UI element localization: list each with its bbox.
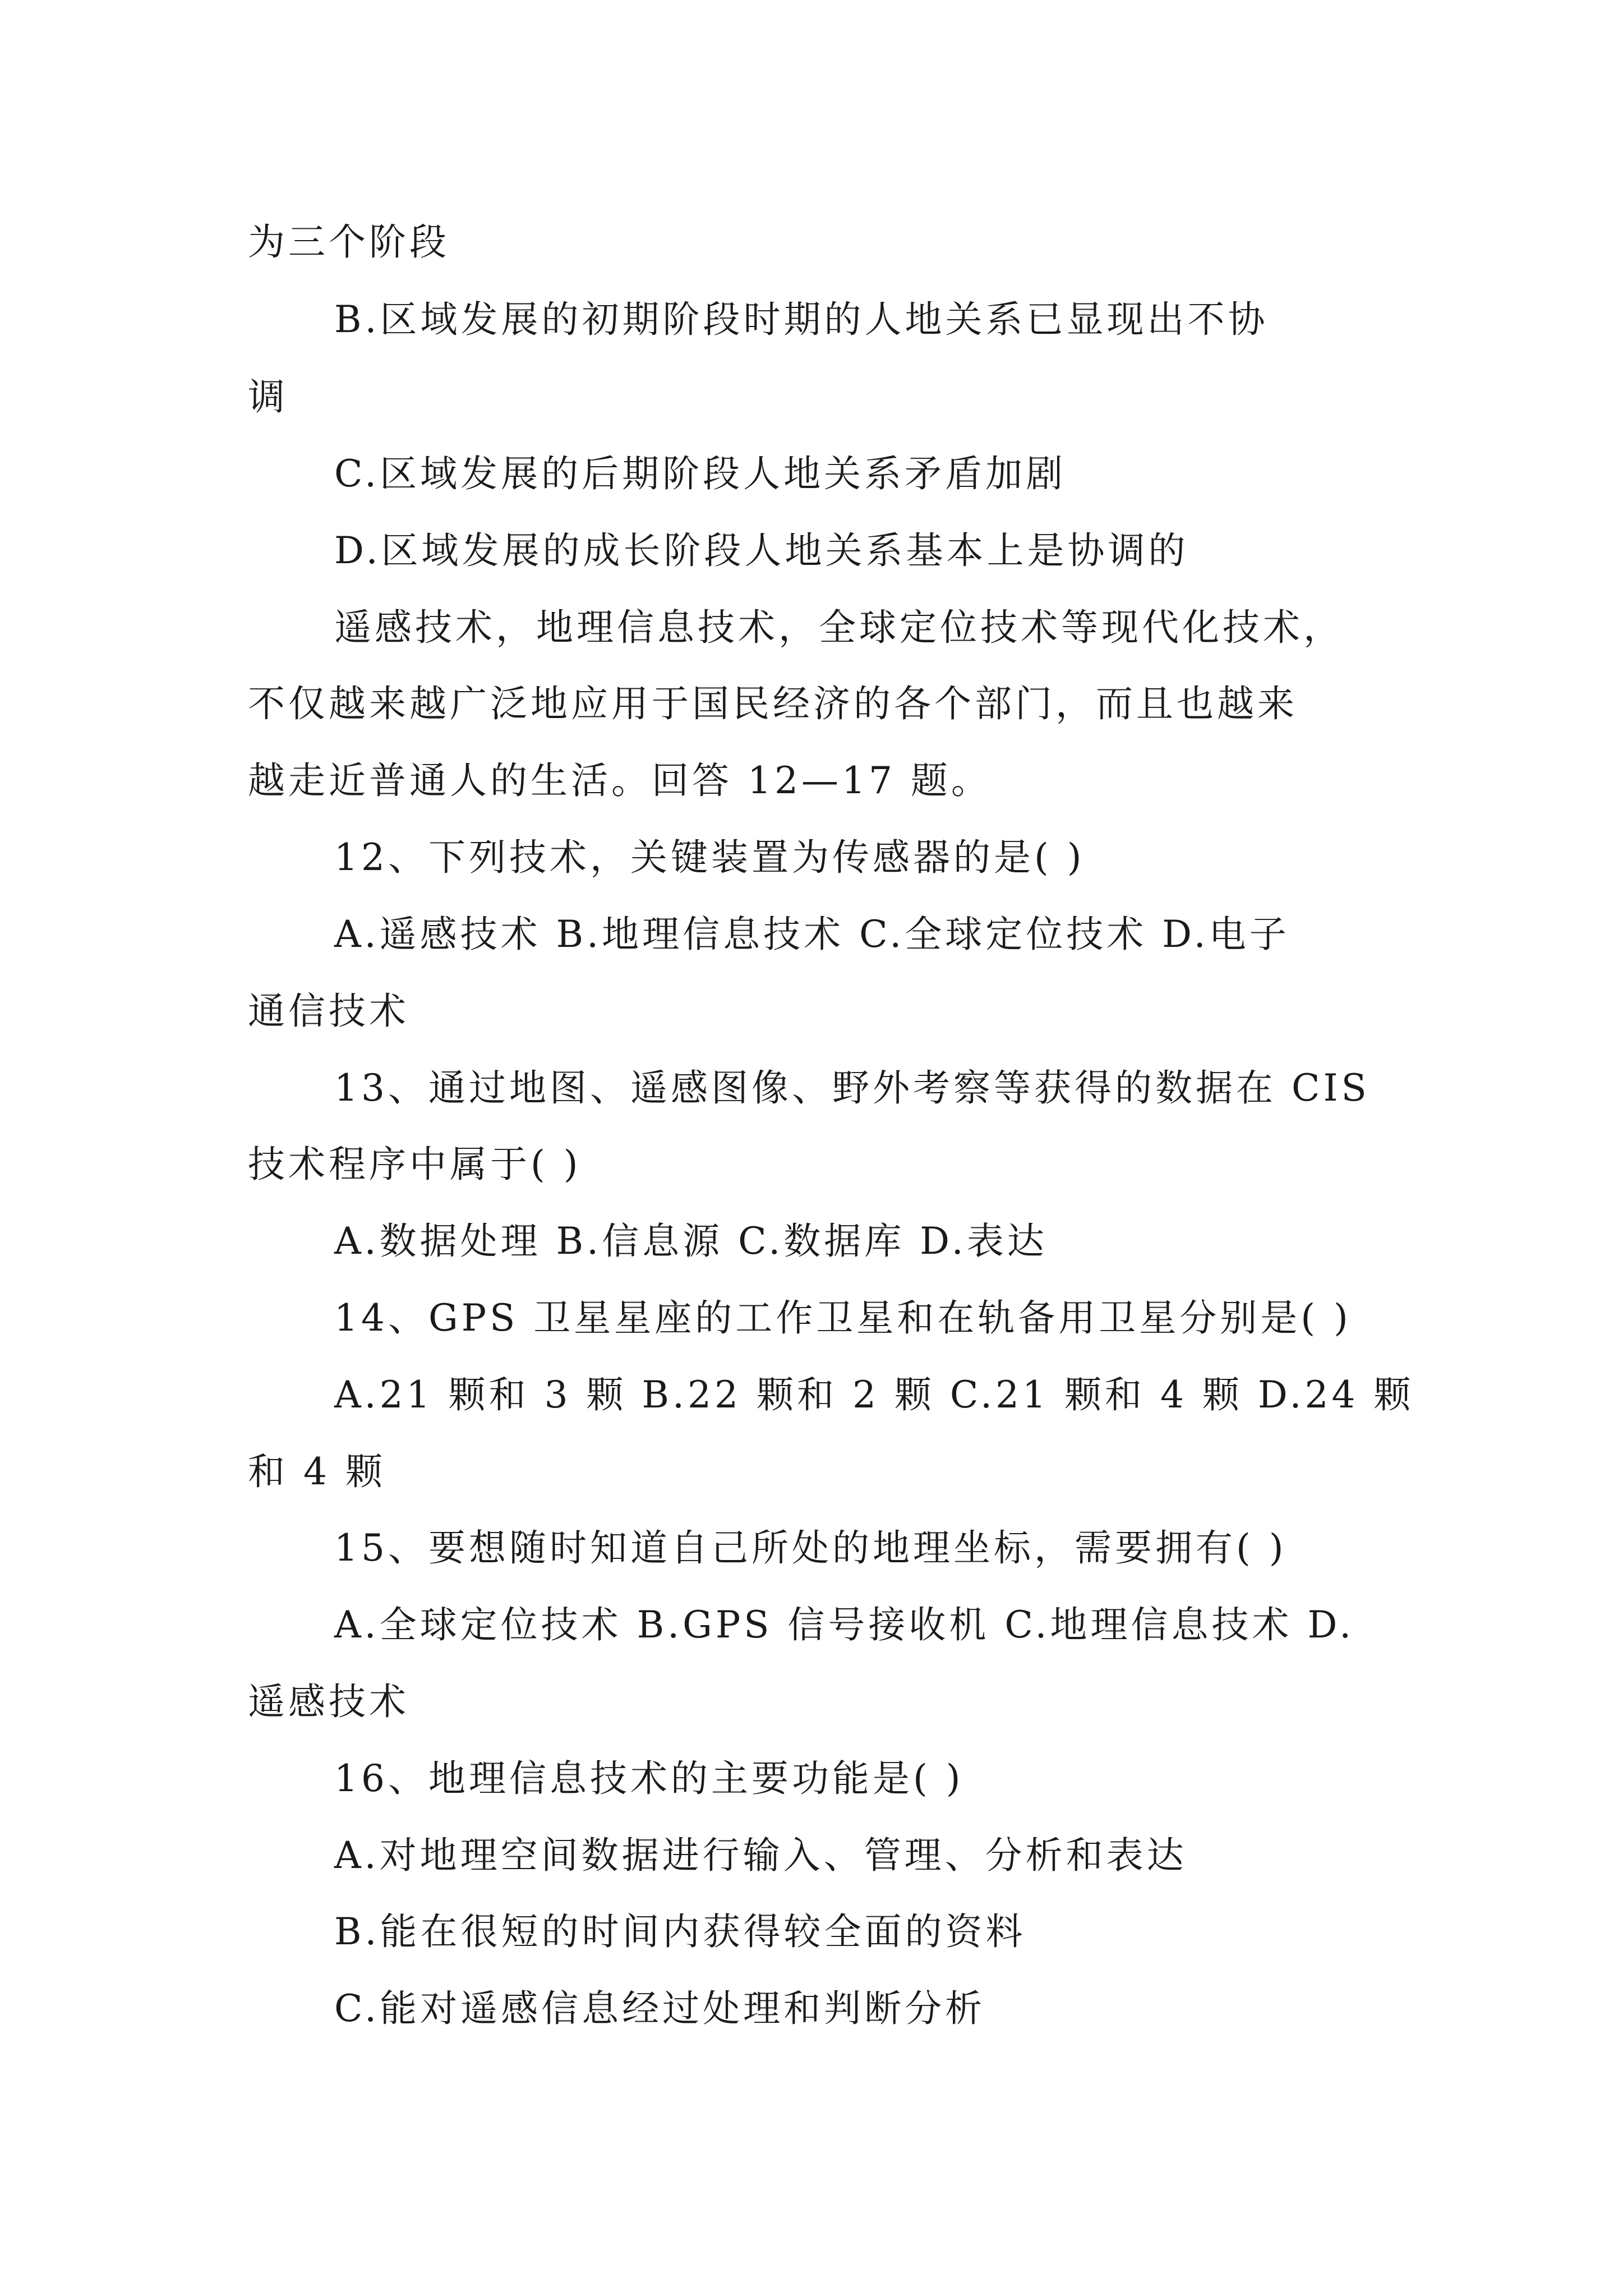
- text-line: 调: [248, 375, 288, 418]
- text-line: A.数据处理 B.信息源 C.数据库 D.表达: [334, 1220, 1048, 1263]
- text-line: A.遥感技术 B.地理信息技术 C.全球定位技术 D.电子: [334, 913, 1290, 956]
- text-line: 不仅越来越广泛地应用于国民经济的各个部门，而且也越来: [248, 682, 1298, 725]
- text-line: 技术程序中属于( ): [248, 1143, 582, 1186]
- text-line: 15、要想随时知道自己所处的地理坐标，需要拥有( ): [334, 1526, 1287, 1570]
- text-line: 14、GPS 卫星星座的工作卫星和在轨备用卫星分别是( ): [334, 1296, 1352, 1340]
- text-line: A.21 颗和 3 颗 B.22 颗和 2 颗 C.21 颗和 4 颗 D.24 颗: [334, 1373, 1414, 1416]
- text-line: 通信技术: [248, 990, 409, 1033]
- text-line: 为三个阶段: [248, 220, 450, 264]
- text-line: C.能对遥感信息经过处理和判断分析: [334, 1987, 986, 2030]
- text-line: 遥感技术: [248, 1680, 409, 1723]
- text-line: 遥感技术，地理信息技术，全球定位技术等现代化技术，: [334, 606, 1344, 649]
- text-line: 16、地理信息技术的主要功能是( ): [334, 1757, 964, 1800]
- text-line: C.区域发展的后期阶段人地关系矛盾加剧: [334, 452, 1067, 495]
- text-line: A.全球定位技术 B.GPS 信号接收机 C.地理信息技术 D.: [334, 1603, 1355, 1646]
- text-line: B.区域发展的初期阶段时期的人地关系已显现出不协: [334, 298, 1269, 341]
- text-line: 越走近普通人的生活。回答 12—17 题。: [248, 759, 992, 802]
- text-line: 13、通过地图、遥感图像、野外考察等获得的数据在 CIS: [334, 1066, 1370, 1110]
- text-line: 和 4 颗: [248, 1450, 386, 1493]
- text-line: A.对地理空间数据进行输入、管理、分析和表达: [334, 1834, 1187, 1877]
- text-line: D.区域发展的成长阶段人地关系基本上是协调的: [334, 529, 1189, 572]
- text-line: 12、下列技术，关键装置为传感器的是( ): [334, 836, 1085, 879]
- text-line: B.能在很短的时间内获得较全面的资料: [334, 1910, 1026, 1953]
